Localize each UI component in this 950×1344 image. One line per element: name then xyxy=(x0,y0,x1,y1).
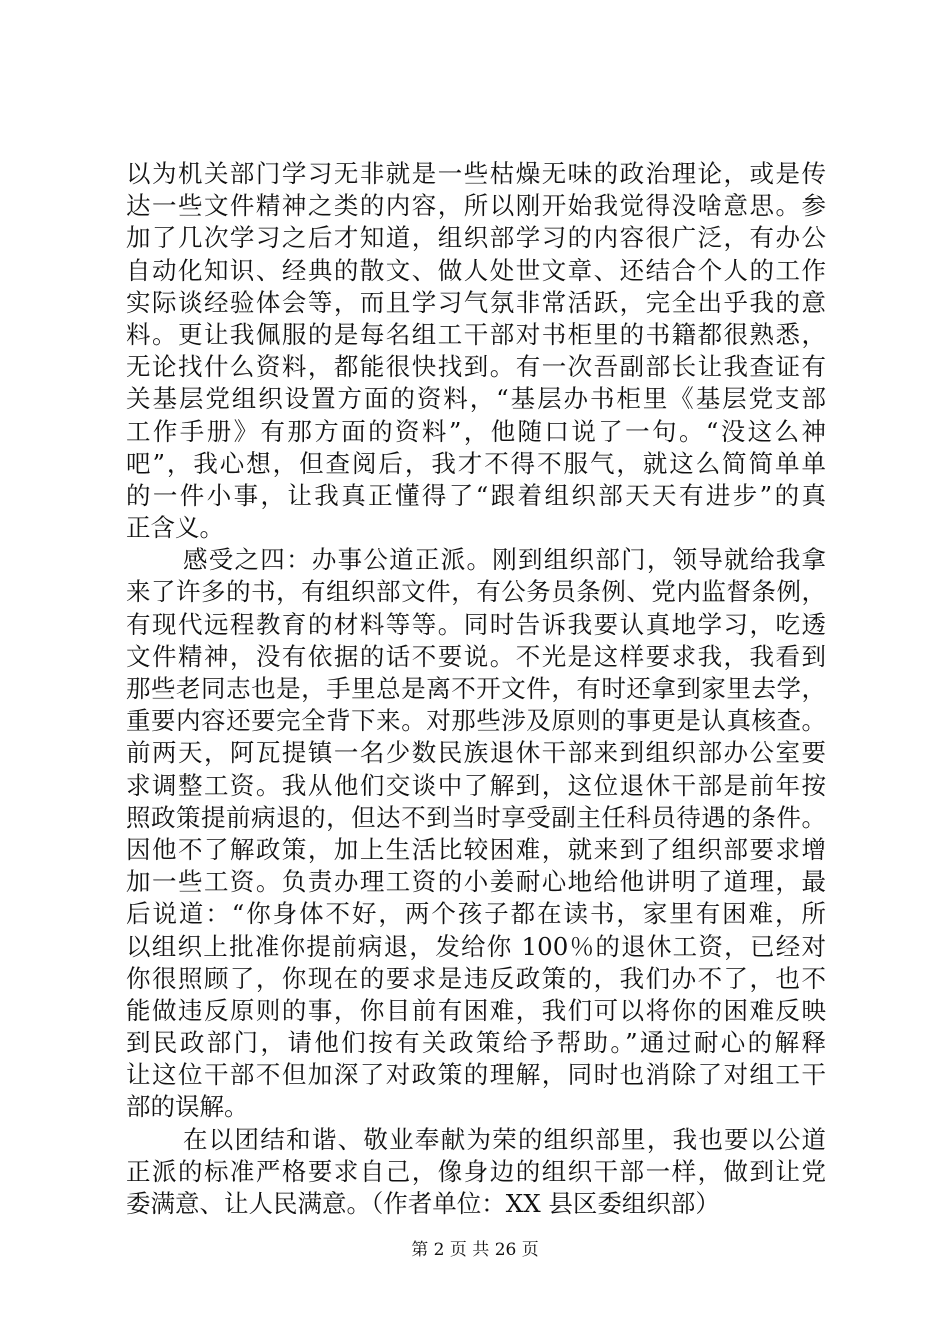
body-text xyxy=(126,158,826,1220)
text-line: 正派的标准严格要求自己，像身边的组织干部一样，做到让党 xyxy=(126,1156,826,1186)
text-line: 到民政部门，请他们按有关政策给予帮助。”通过耐心的解释 xyxy=(126,1028,826,1058)
text-line: 实际谈经验体会等，而且学习气氛非常活跃，完全出乎我的意 xyxy=(126,287,826,317)
paragraph xyxy=(126,1124,826,1221)
text-line: 达一些文件精神之类的内容，所以刚开始我觉得没啥意思。参 xyxy=(126,191,826,221)
text-line: 重要内容还要完全背下来。对那些涉及原则的事更是认真核查。 xyxy=(126,706,826,736)
text-line: 委满意、让人民满意。（作者单位：XX 县区委组织部） xyxy=(126,1189,720,1218)
text-line: 照政策提前病退的，但达不到当时享受副主任科员待遇的条件。 xyxy=(126,802,826,832)
page-number-footer: 第 2 页 共 26 页 xyxy=(411,1240,539,1260)
text-line: 因他不了解政策，加上生活比较困难，就来到了组织部要求增 xyxy=(126,834,826,864)
paragraph xyxy=(126,544,826,1123)
text-line: 来了许多的书，有组织部文件，有公务员条例、党内监督条例， xyxy=(126,577,826,607)
text-line: 前两天，阿瓦提镇一名少数民族退休干部来到组织部办公室要 xyxy=(126,738,826,768)
text-line: 加一些工资。负责办理工资的小姜耐心地给他讲明了道理，最 xyxy=(126,867,826,897)
text-line: 你很照顾了，你现在的要求是违反政策的，我们办不了，也不 xyxy=(126,963,826,993)
text-line: 以为机关部门学习无非就是一些枯燥无味的政治理论，或是传 xyxy=(126,159,826,188)
text-line: 料。更让我佩服的是每名组工干部对书柜里的书籍都很熟悉， xyxy=(126,319,826,349)
text-line: 让这位干部不但加深了对政策的理解，同时也消除了对组工干 xyxy=(126,1060,826,1090)
text-line: 有现代远程教育的材料等等。同时告诉我要认真地学习，吃透 xyxy=(126,609,826,639)
text-line: 无论找什么资料，都能很快找到。有一次吾副部长让我查证有 xyxy=(126,352,826,382)
text-line: 正含义。 xyxy=(126,513,224,543)
text-line: 感受之四：办事公道正派。刚到组织部门，领导就给我拿 xyxy=(183,545,826,575)
paragraph xyxy=(126,158,826,544)
text-line: 在以团结和谐、敬业奉献为荣的组织部里，我也要以公道 xyxy=(183,1124,826,1154)
text-line: 关基层党组织设置方面的资料，“基层办书柜里《基层党支部 xyxy=(126,384,826,414)
text-line: 部的误解。 xyxy=(126,1092,249,1122)
text-line: 自动化知识、经典的散文、做人处世文章、还结合个人的工作 xyxy=(126,255,826,285)
text-line: 工作手册》有那方面的资料”，他随口说了一句。“没这么神 xyxy=(126,416,826,446)
text-line: 求调整工资。我从他们交谈中了解到，这位退休干部是前年按 xyxy=(126,770,826,800)
text-line: 以组织上批准你提前病退，发给你 100％的退休工资，已经对 xyxy=(126,931,826,961)
text-line: 吧”，我心想，但查阅后，我才不得不服气，就这么简简单单 xyxy=(126,448,826,478)
text-line: 能做违反原则的事，你目前有困难，我们可以将你的困难反映 xyxy=(126,995,826,1025)
text-line: 的一件小事，让我真正懂得了“跟着组织部天天有进步”的真 xyxy=(126,480,826,510)
text-line: 后说道：“你身体不好，两个孩子都在读书，家里有困难，所 xyxy=(126,899,826,929)
text-line: 那些老同志也是，手里总是离不开文件，有时还拿到家里去学， xyxy=(126,674,826,703)
text-line: 文件精神，没有依据的话不要说。不光是这样要求我，我看到 xyxy=(126,641,826,671)
text-line: 加了几次学习之后才知道，组织部学习的内容很广泛，有办公 xyxy=(126,223,826,253)
